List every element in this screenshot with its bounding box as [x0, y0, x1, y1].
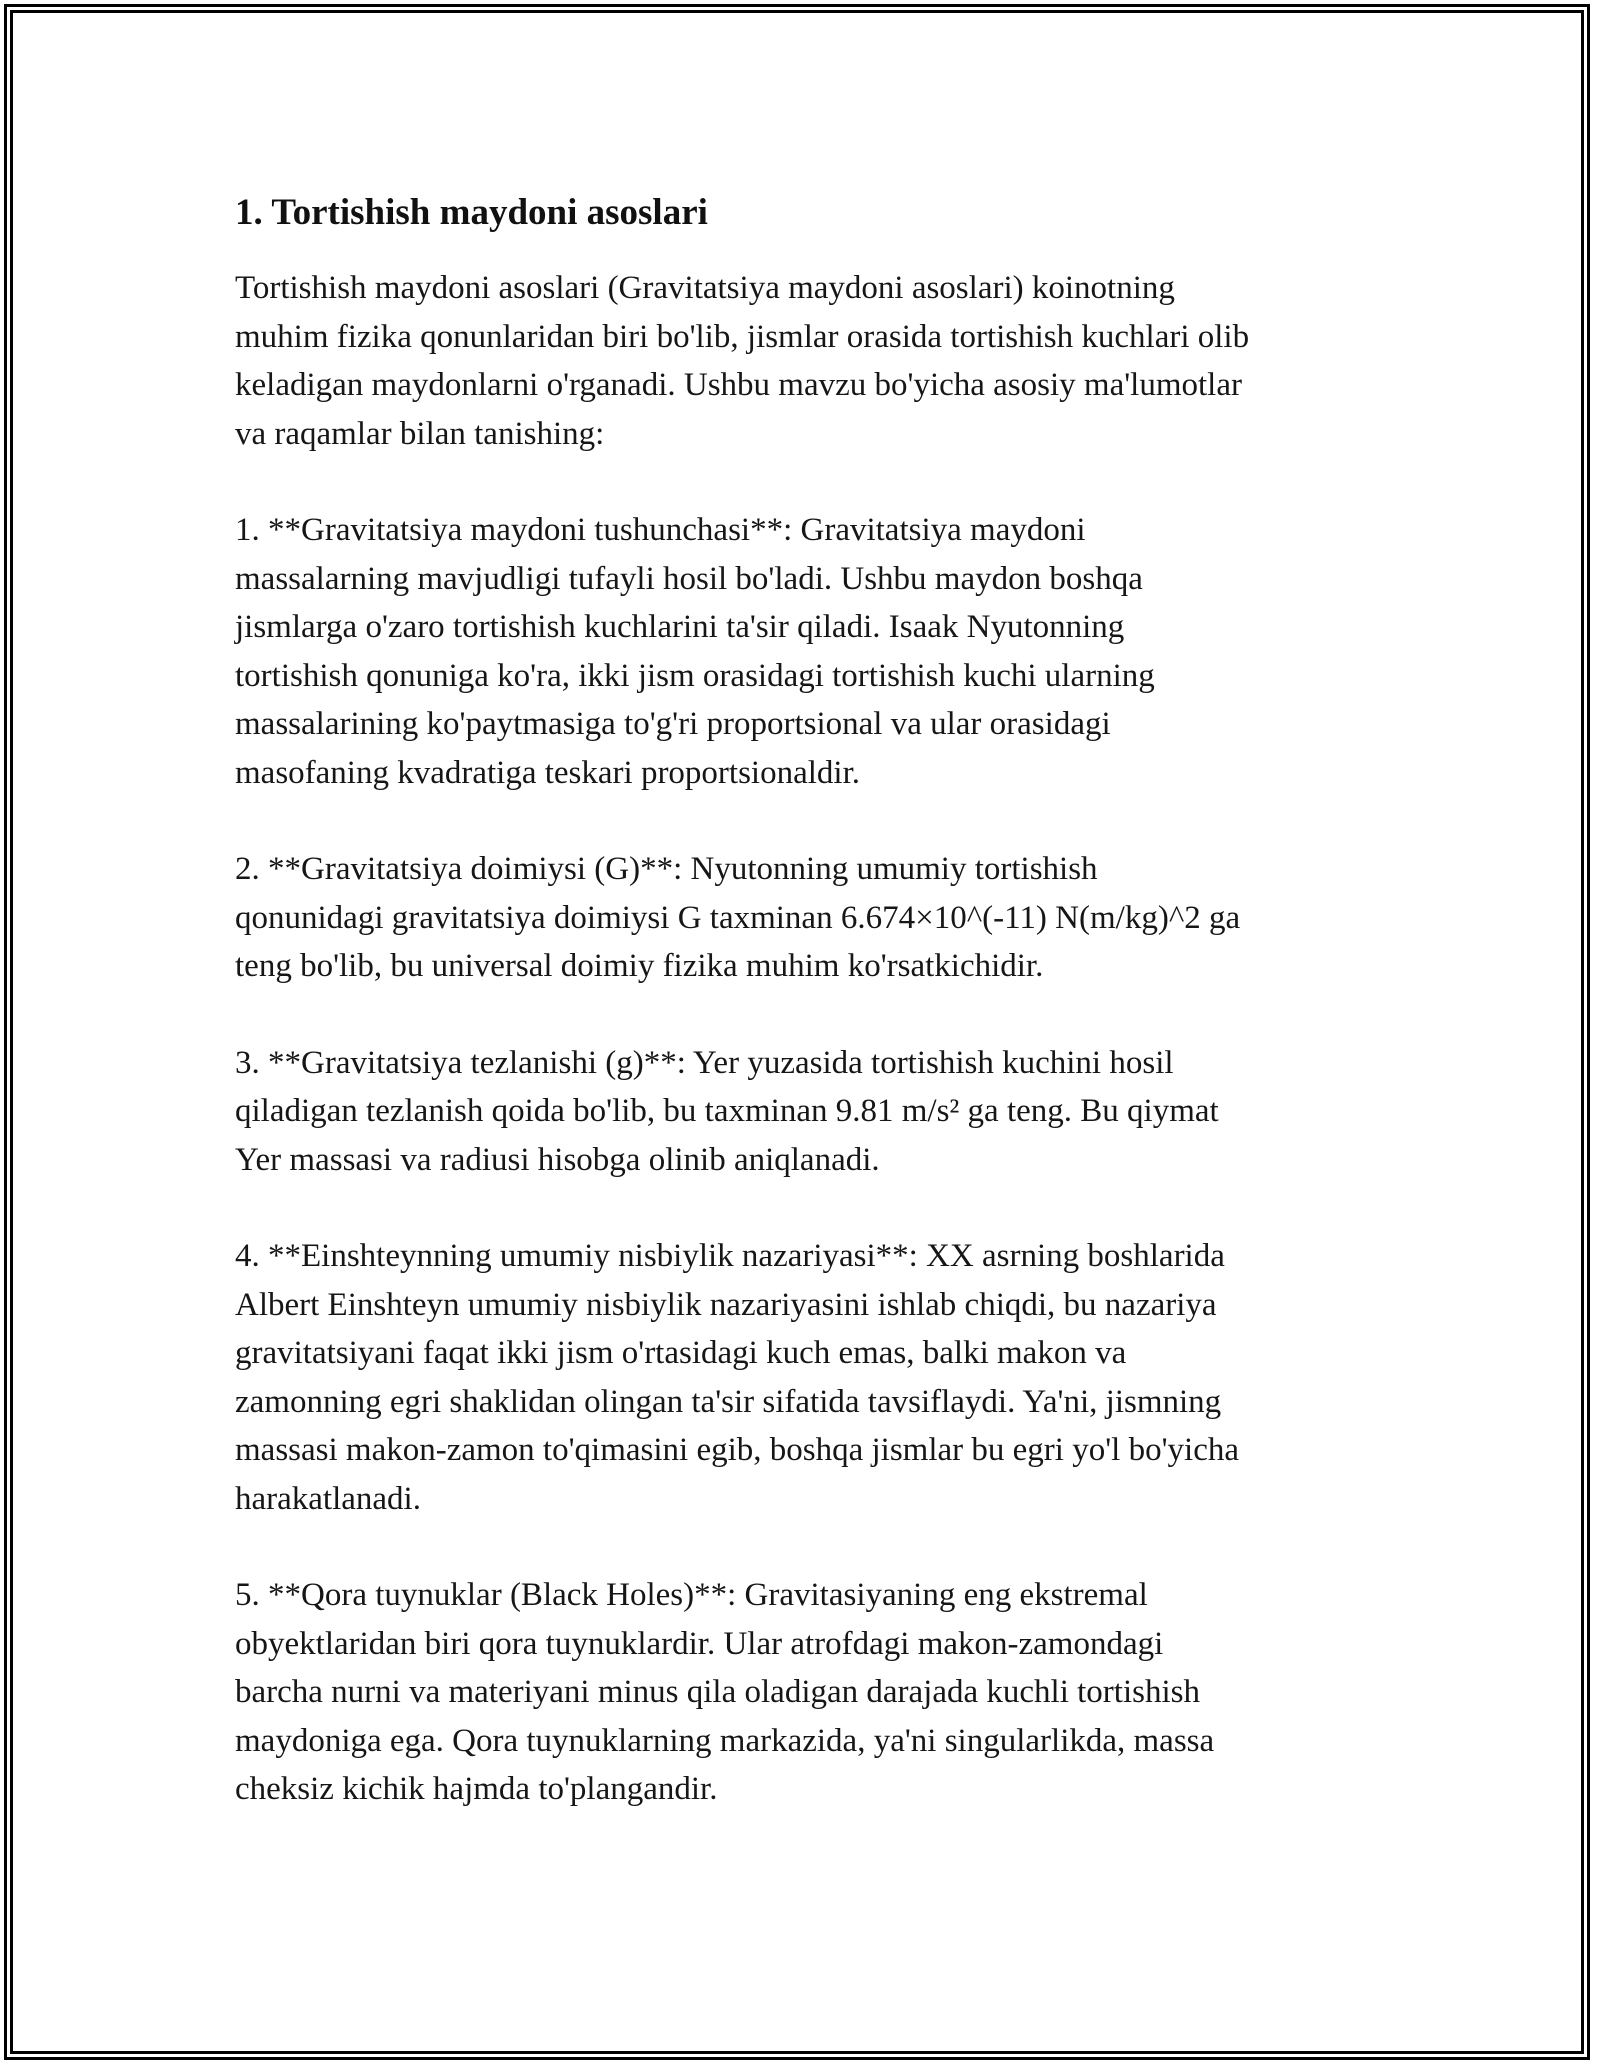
list-item-gravitational-constant: 2. **Gravitatsiya doimiysi (G)**: Nyutonning umumiy tortishish qonunidagi gravitatsiya doimiysi G taxminan 6.674×10^(-11) N(m/kg)^2 ga teng bo'lib, bu universal doimiy fizika muhim ko'rsatkichidir. [235, 851, 1241, 984]
document-title: 1. Tortishish maydoni asoslari [235, 192, 708, 233]
intro-paragraph: Tortishish maydoni asoslari (Gravitatsiya maydoni asoslari) koinotning muhim fizika qonunlaridan biri bo'lib, jismlar orasida tortishish kuchlari olib keladigan maydonlarni o'rganadi. Ushbu mavzu bo'yicha asosiy ma'lumotlar va raqamlar bilan tanishing: [235, 270, 1250, 452]
document-body [235, 188, 1375, 1862]
list-item-gravitational-acceleration: 3. **Gravitatsiya tezlanishi (g)**: Yer yuzasida tortishish kuchini hosil qiladigan tezlanish qoida bo'lib, bu taxminan 9.81 m/s² ga teng. Bu qiymat Yer massasi va radiusi hisobga olinib aniqlanadi. [235, 1044, 1219, 1178]
list-item-black-holes: 5. **Qora tuynuklar (Black Holes)**: Gravitasiyaning eng ekstremal obyektlaridan biri qora tuynuklardir. Ular atrofdagi makon-zamondagi barcha nurni va materiyani minus qila oladigan darajada kuchli tortishish maydoniga ega. Qora tuynuklarning markazida, ya'ni singularlikda, massa cheksiz kichik hajmda to'plangandir. [235, 1577, 1215, 1807]
list-item-general-relativity: 4. **Einshteynning umumiy nisbiylik nazariyasi**: XX asrning boshlarida Albert Einshteyn umumiy nisbiylik nazariyasini ishlab chiqdi, bu nazariya gravitatsiyani faqat ikki jism o'rtasidagi kuch emas, balki makon va zamonning egri shaklidan olingan ta'sir sifatida tavsiflaydi. Ya'ni, jismning massasi makon-zamon to'qimasini egib, boshqa jismlar bu egri yo'l bo'yicha harakatlanadi. [235, 1238, 1239, 1517]
list-item-gravity-field-concept: 1. **Gravitatsiya maydoni tushunchasi**: Gravitatsiya maydoni massalarning mavjudligi tufayli hosil bo'ladi. Ushbu maydon boshqa jismlarga o'zaro tortishish kuchlarini ta'sir qiladi. Isaak Nyutonning tortishish qonuniga ko'ra, ikki jism orasidagi tortishish kuchi ularning massalarining ko'paytmasiga to'g'ri proportsional va ular orasidagi masofaning kvadratiga teskari proportsionaldir. [235, 512, 1155, 791]
